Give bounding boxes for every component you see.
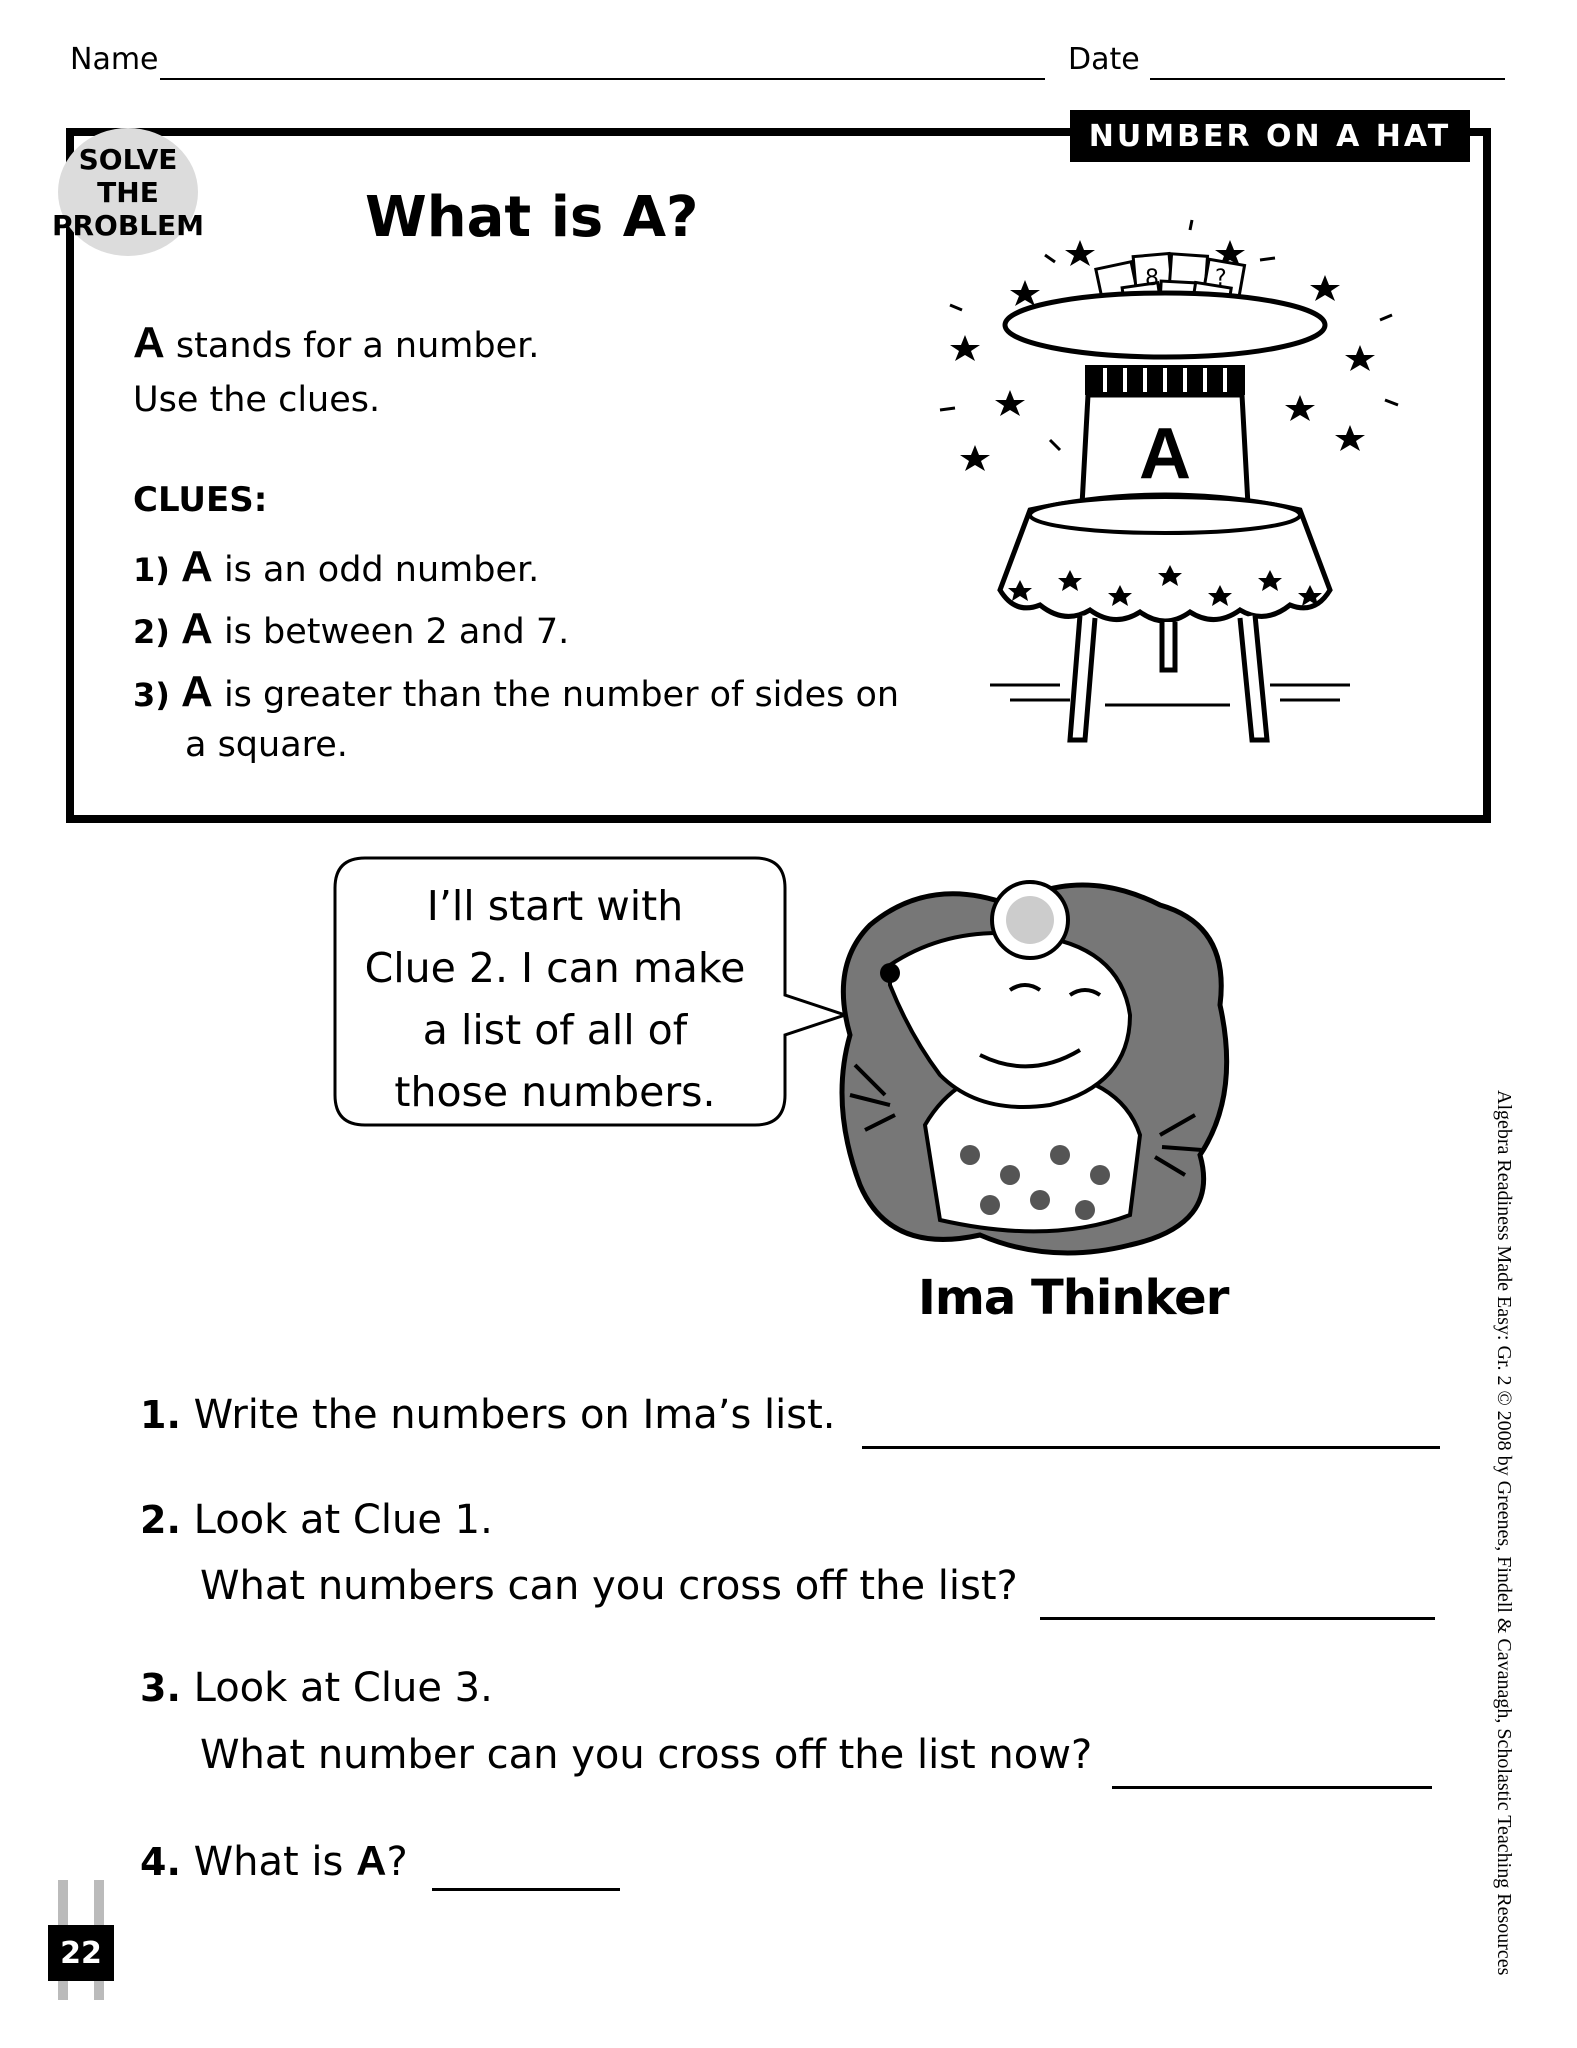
question-1: 1. Write the numbers on Ima’s list. bbox=[140, 1392, 836, 1438]
badge-line: THE bbox=[97, 175, 159, 209]
topic-tab: NUMBER ON A HAT bbox=[1070, 110, 1470, 162]
table-legs bbox=[1070, 615, 1267, 740]
card-number: 8 bbox=[1145, 266, 1159, 291]
problem-title: What is A? bbox=[365, 185, 699, 250]
variable-a: A bbox=[356, 1837, 387, 1884]
answer-1-line[interactable] bbox=[862, 1446, 1440, 1449]
page-number: 22 bbox=[48, 1925, 114, 1981]
intro-line-2: Use the clues. bbox=[133, 380, 381, 420]
question-2: 2. Look at Clue 1. bbox=[140, 1497, 493, 1543]
solve-badge bbox=[51, 128, 205, 256]
answer-2-line[interactable] bbox=[1040, 1617, 1435, 1620]
date-label: Date bbox=[1068, 42, 1140, 77]
hat-brim bbox=[1005, 293, 1325, 357]
answer-3-line[interactable] bbox=[1112, 1786, 1432, 1789]
question-2-prompt: What numbers can you cross off the list? bbox=[200, 1563, 1018, 1609]
variable-a: A bbox=[181, 542, 213, 591]
question-3-prompt: What number can you cross off the list now? bbox=[200, 1732, 1093, 1778]
copyright-credit: Algebra Readiness Made Easy: Gr. 2 © 2008 by Greenes, Findell & Cavanagh, Scholastic Teaching Resources bbox=[1493, 1090, 1515, 1976]
badge-line: PROBLEM bbox=[51, 208, 205, 242]
clue-3-continued: a square. bbox=[185, 725, 348, 765]
variable-a: A bbox=[181, 604, 213, 653]
question-3: 3. Look at Clue 3. bbox=[140, 1665, 493, 1711]
date-field[interactable] bbox=[1150, 78, 1505, 80]
card-number: ? bbox=[1215, 266, 1227, 291]
badge-line: SOLVE bbox=[78, 142, 178, 176]
variable-a: A bbox=[181, 667, 213, 716]
variable-a: A bbox=[133, 318, 165, 367]
clues-heading: CLUES: bbox=[133, 480, 268, 520]
speech-text: I’ll start with Clue 2. I can make a list of all of those numbers. bbox=[364, 882, 746, 1116]
character-name: Ima Thinker bbox=[918, 1270, 1229, 1326]
answer-4-line[interactable] bbox=[432, 1888, 620, 1891]
mouse-nose bbox=[880, 963, 900, 983]
clue-1: 1) A is an odd number. bbox=[133, 542, 540, 591]
question-4: 4. What is A? bbox=[140, 1837, 408, 1885]
name-field[interactable] bbox=[160, 78, 1045, 80]
intro-line-1: A stands for a number. bbox=[133, 318, 540, 367]
hat-letter: A bbox=[1139, 414, 1191, 494]
ima-thinker-illustration bbox=[830, 865, 1240, 1265]
name-label: Name bbox=[70, 42, 159, 77]
hat-table-illustration bbox=[930, 210, 1400, 750]
clue-2: 2) A is between 2 and 7. bbox=[133, 604, 570, 653]
clue-3: 3) A is greater than the number of sides on bbox=[133, 667, 900, 716]
